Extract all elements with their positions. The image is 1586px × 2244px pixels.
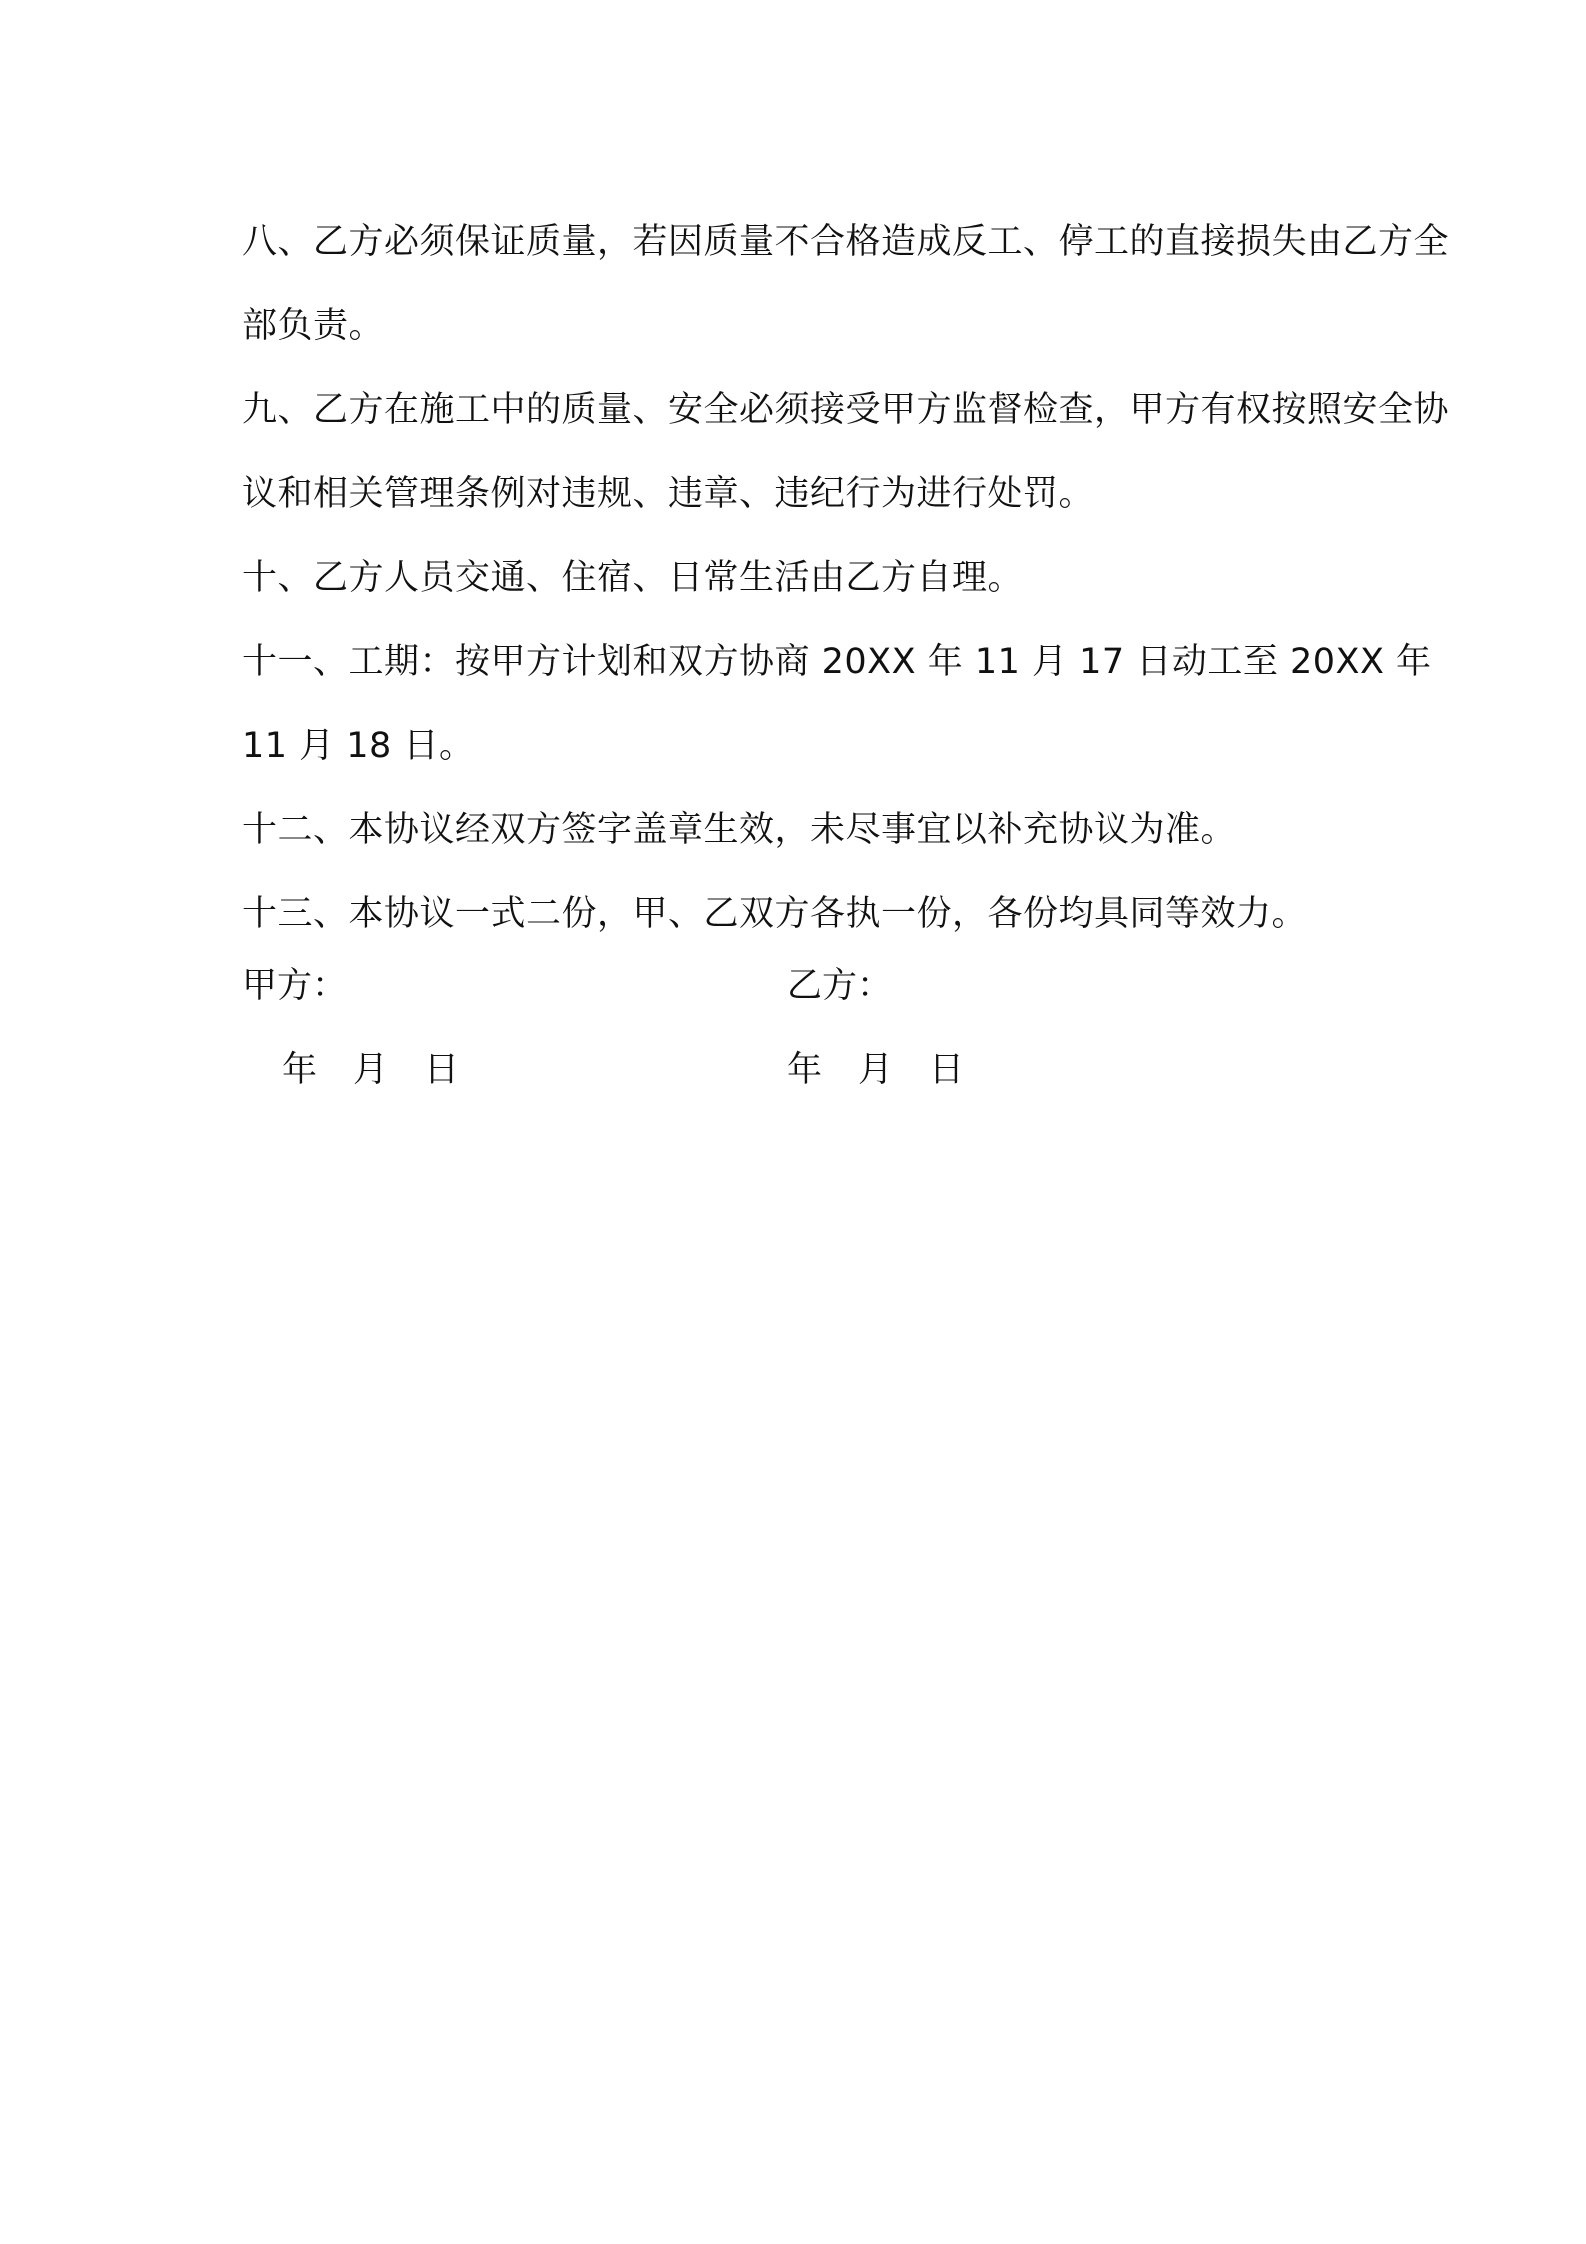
party-b-date-year: 年 — [787, 1050, 823, 1090]
clause-13: 十三、本协议一式二份，甲、乙双方各执一份，各份均具同等效力。 — [242, 894, 1308, 934]
party-a-date-month: 月 — [353, 1050, 389, 1090]
party-a-label: 甲方： — [242, 966, 348, 1006]
signature-date-row — [242, 1028, 1482, 1112]
party-a-date-day: 日 — [424, 1050, 460, 1090]
party-b-label: 乙方： — [787, 966, 893, 1006]
clause-10: 十、乙方人员交通、住宿、日常生活由乙方自理。 — [242, 558, 1024, 598]
clause-8: 八、乙方必须保证质量，若因质量不合格造成反工、停工的直接损失由乙方全部负责。 — [242, 222, 1450, 346]
party-a-date-year: 年 — [282, 1050, 318, 1090]
party-b-date-day: 日 — [929, 1050, 965, 1090]
signature-party-row — [242, 944, 1482, 1028]
clause-11: 十一、工期：按甲方计划和双方协商 20XX 年 11 月 17 日动工至 20XX 年 11 月 18 日。 — [242, 642, 1432, 766]
agreement-body — [242, 200, 1482, 956]
party-b-date-month: 月 — [858, 1050, 894, 1090]
clause-12: 十二、本协议经双方签字盖章生效，未尽事宜以补充协议为准。 — [242, 810, 1237, 850]
signature-block — [242, 944, 1482, 1112]
party-b-date — [787, 1028, 1000, 1112]
party-a-date — [282, 1028, 495, 1112]
clause-9: 九、乙方在施工中的质量、安全必须接受甲方监督检查，甲方有权按照安全协议和相关管理条例对违规、违章、违纪行为进行处罚。 — [242, 390, 1450, 514]
